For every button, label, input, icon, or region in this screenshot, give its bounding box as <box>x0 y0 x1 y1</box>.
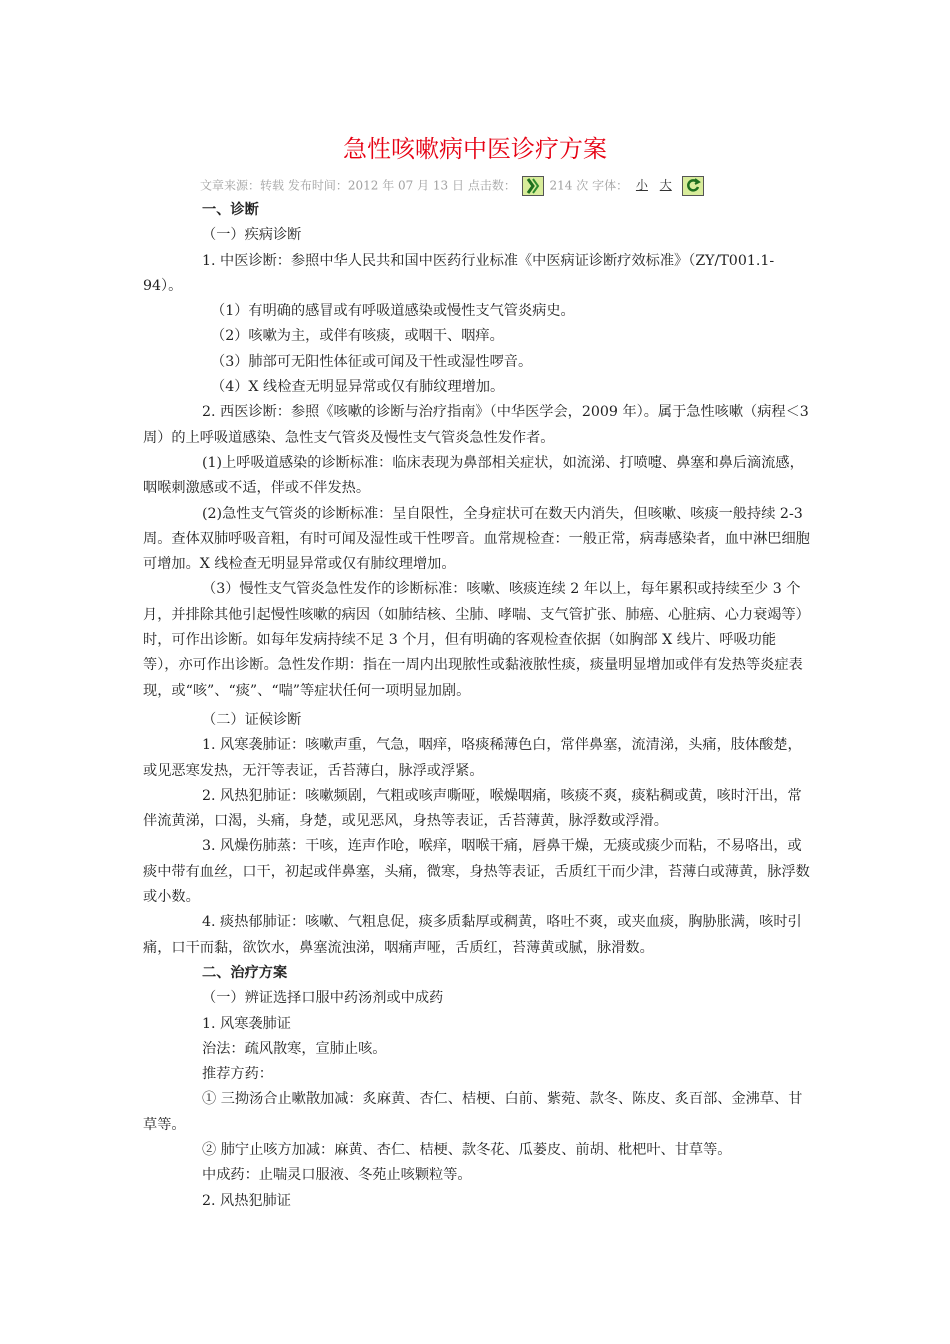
paragraph: 中成药：止喘灵口服液、冬苑止咳颗粒等。 <box>202 1167 472 1184</box>
article-body <box>143 198 811 1214</box>
article-meta <box>200 174 706 196</box>
paragraph: 2. 风热犯肺证 <box>202 1192 291 1209</box>
paragraph: ② 肺宁止咳方加减：麻黄、杏仁、桔梗、款冬花、瓜蒌皮、前胡、枇杷叶、甘草等。 <box>202 1141 732 1158</box>
page-title: 急性咳嗽病中医诊疗方案 <box>343 135 607 163</box>
paragraph: 推荐方药： <box>202 1066 273 1083</box>
paragraph: ① 三拗汤合止嗽散加减：炙麻黄、杏仁、桔梗、白前、紫菀、款冬、陈皮、炙百部、金沸草、甘草等。 <box>143 1091 803 1133</box>
paragraph: 3. 风燥伤肺蒸：干咳，连声作呛，喉痒，咽喉干痛，唇鼻干燥，无痰或痰少而粘，不易咯出，或痰中带有血丝，口干，初起或伴鼻塞，头痛，微寒，身热等表证，舌质红干而少津，苔薄白或薄黄，脉浮数或小数。 <box>143 838 810 906</box>
clicks-unit: 次 <box>576 178 589 193</box>
paragraph: 1. 风寒袭肺证：咳嗽声重，气急，咽痒，咯痰稀薄色白，常伴鼻塞，流清涕，头痛，肢体酸楚，或见恶寒发热，无汗等表证，舌苔薄白，脉浮或浮紧。 <box>143 737 802 779</box>
paragraph: (1)上呼吸道感染的诊断标准：临床表现为鼻部相关症状，如流涕、打喷嚏、鼻塞和鼻后滴流感，咽喉刺激感或不适，伴或不伴发热。 <box>143 454 804 497</box>
refresh-icon[interactable] <box>682 176 704 196</box>
paragraph: 1. 中医诊断：参照中华人民共和国中医药行业标准《中医病证诊断疗效标准》（ZY/T001.1-94）。 <box>143 252 775 294</box>
clicks-value: 214 <box>549 178 573 193</box>
paragraph: (2)急性支气管炎的诊断标准：呈自限性，全身症状可在数天内消失，但咳嗽、咳痰一般持续 2-3 周。查体双肺呼吸音粗，有时可闻及湿性或干性啰音。血常规检查：一般正常，病毒感染者，血中淋巴细胞可增加。X 线检查无明显异常或仅有肺纹理增加。 <box>143 505 810 573</box>
paragraph: 2. 风热犯肺证：咳嗽频剧，气粗或咳声嘶哑，喉燥咽痛，咳痰不爽，痰粘稠或黄，咳时汗出，常伴流黄涕，口渴，头痛，身楚，或见恶风，身热等表证，舌苔薄黄，脉浮数或浮滑。 <box>143 787 802 830</box>
list-item: （3）肺部可无阳性体征或可闻及干性或湿性啰音。 <box>211 353 533 370</box>
paragraph: 1. 风寒袭肺证 <box>202 1015 291 1032</box>
list-item: （2）咳嗽为主，或伴有咳痰，或咽干、咽痒。 <box>211 328 504 345</box>
list-item: （4）X 线检查无明显异常或仅有肺纹理增加。 <box>211 379 505 396</box>
click-counter-icon <box>522 176 544 196</box>
subsection-heading: （二）证候诊断 <box>202 711 302 728</box>
list-item: （1）有明确的感冒或有呼吸道感染或慢性支气管炎病史。 <box>211 303 575 320</box>
paragraph: 2. 西医诊断：参照《咳嗽的诊断与治疗指南》（中华医学会，2009 年）。属于急性咳嗽（病程＜3 周）的上呼吸道感染、急性支气管炎及慢性支气管炎急性发作者。 <box>143 404 809 446</box>
font-large-link[interactable]: 大 <box>659 178 672 192</box>
paragraph: （3）慢性支气管炎急性发作的诊断标准：咳嗽、咳痰连续 2 年以上，每年累积或持续至少 3 个月，并排除其他引起慢性咳嗽的病因（如肺结核、尘肺、哮喘、支气管扩张、肺癌、心脏病、心力衰竭等）时，可作出诊断。如每年发病持续不足 3 个月，但有明确的客观检查依据（如胸部 X 线片、呼吸功能等），亦可作出诊断。急性发作期：指在一周内出现脓性或黏液脓性痰，痰量明显增加或伴有发热等炎症表现，或“咳”、“痰”、“喘”等症状任何一项明显加剧。 <box>143 581 810 699</box>
subsection-heading: （一）辨证选择口服中药汤剂或中成药 <box>202 990 444 1007</box>
clicks-label: 点击数： <box>467 178 516 193</box>
font-small-link[interactable]: 小 <box>635 178 648 192</box>
subsection-heading: （一）疾病诊断 <box>202 227 302 244</box>
publish-time: 发布时间：2012 年 07 月 13 日 <box>287 178 464 193</box>
source-text: 文章来源：转载 <box>200 178 285 193</box>
font-label: 字体： <box>592 178 629 193</box>
section-heading: 二、治疗方案 <box>202 964 288 981</box>
paragraph: 治法：疏风散寒，宣肺止咳。 <box>202 1040 387 1057</box>
paragraph: 4. 痰热郁肺证：咳嗽、气粗息促，痰多质黏厚或稠黄，咯吐不爽，或夹血痰，胸胁胀满，咳时引痛，口干而黏，欲饮水，鼻塞流浊涕，咽痛声哑，舌质红，苔薄黄或腻，脉滑数。 <box>143 914 802 956</box>
section-heading: 一、诊断 <box>202 202 259 218</box>
